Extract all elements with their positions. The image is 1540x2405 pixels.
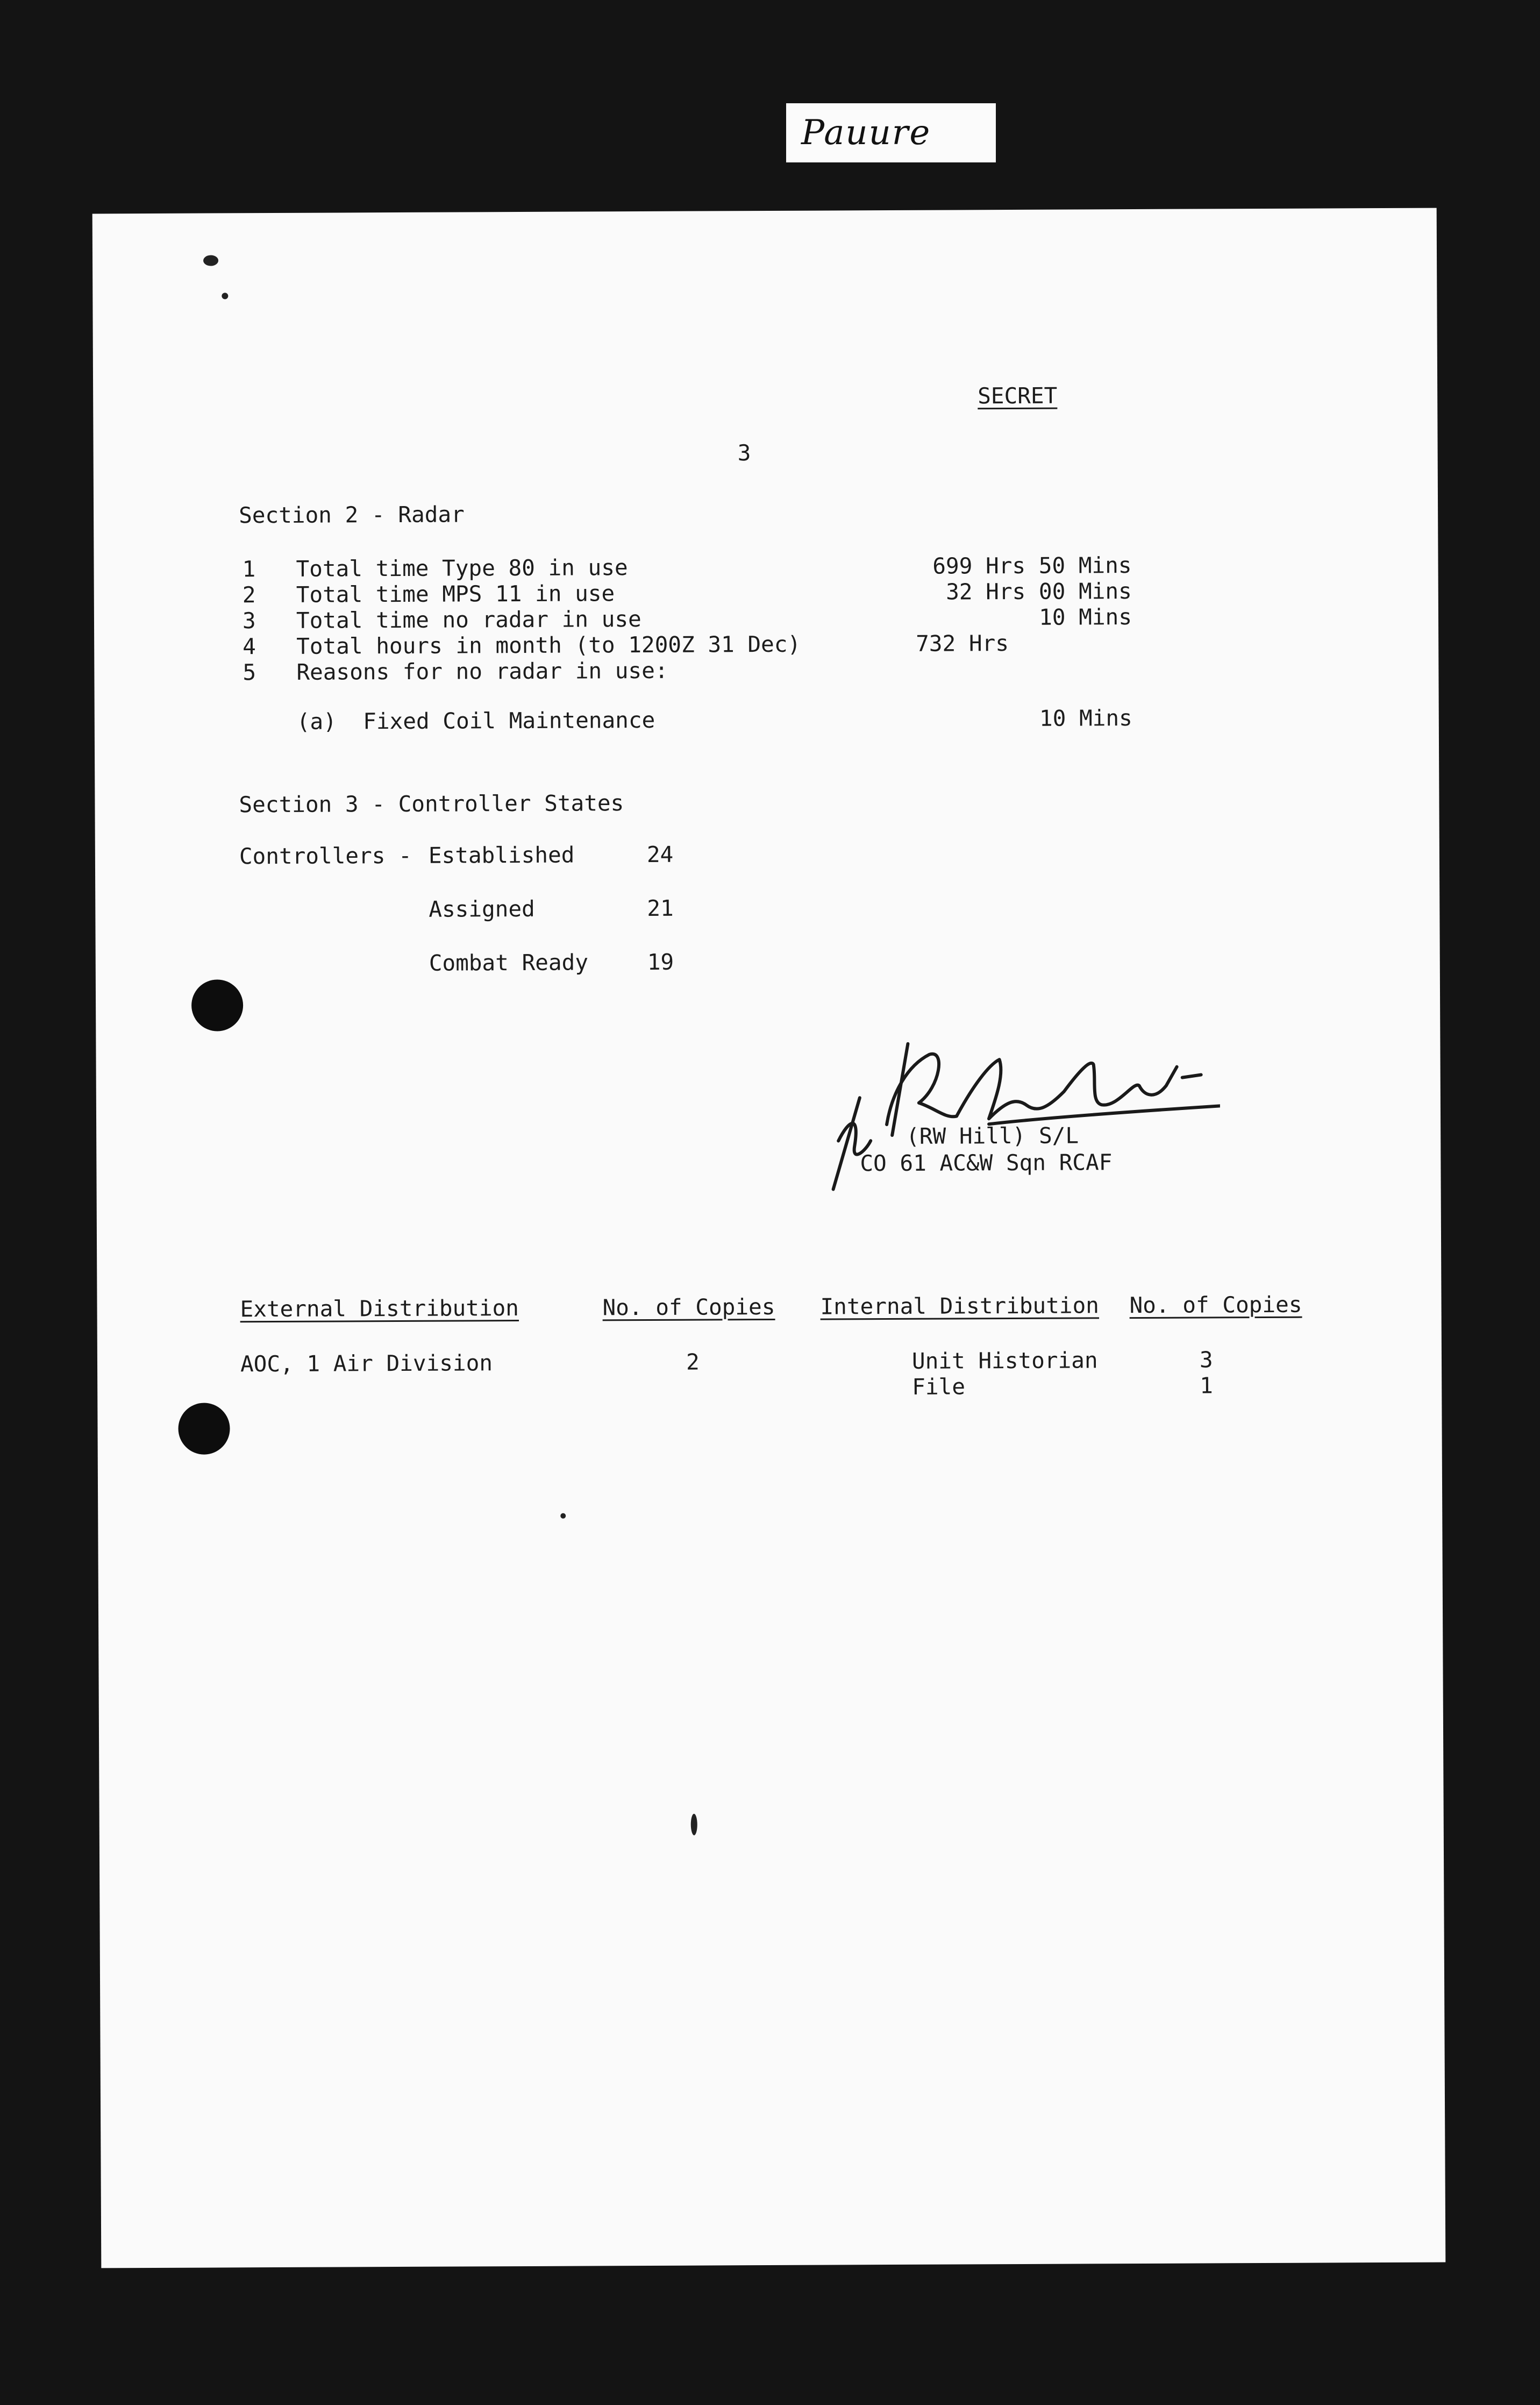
radar-item-value: 32 Hrs 00 Mins <box>946 578 1132 605</box>
controller-state-value: 24 <box>646 841 674 867</box>
controller-state-value: 21 <box>647 895 674 921</box>
signatory-unit: CO 61 AC&W Sqn RCAF <box>860 1149 1113 1177</box>
internal-copies: 1 <box>1200 1372 1213 1399</box>
radar-item-value: 732 Hrs <box>916 630 1009 657</box>
internal-copies: 3 <box>1199 1347 1213 1373</box>
radar-item-value: 699 Hrs 50 Mins <box>932 552 1132 579</box>
internal-recipient: File <box>912 1374 966 1400</box>
radar-item-num: 2 <box>242 582 256 608</box>
filing-tag <box>786 103 996 162</box>
section-2-title: Section 2 - Radar <box>239 501 465 529</box>
radar-item-num: 5 <box>243 659 256 686</box>
radar-item-value: 10 Mins <box>1039 604 1132 630</box>
document-page <box>92 208 1446 2268</box>
radar-item-label: Total time no radar in use <box>296 606 641 634</box>
punch-hole <box>178 1403 230 1454</box>
radar-reason-label: (a) Fixed Coil Maintenance <box>296 707 655 735</box>
scan-speck <box>203 255 218 266</box>
external-copies: 2 <box>686 1349 700 1375</box>
punch-hole <box>191 979 243 1031</box>
radar-item-num: 1 <box>242 556 256 582</box>
controller-state-label: Combat Ready <box>429 949 589 976</box>
internal-recipient: Unit Historian <box>911 1347 1098 1374</box>
radar-item-label: Reasons for no radar in use: <box>296 657 668 685</box>
scan-speck <box>691 1814 697 1835</box>
signatory-name: (RW Hill) S/L <box>906 1122 1079 1149</box>
section-3-title: Section 3 - Controller States <box>239 790 624 818</box>
controller-state-value: 19 <box>647 949 674 975</box>
radar-item-num: 3 <box>242 608 256 634</box>
radar-item-label: Total time Type 80 in use <box>296 554 628 582</box>
scan-speck <box>222 293 228 299</box>
scan-speck <box>560 1513 566 1519</box>
radar-item-num: 4 <box>243 634 256 660</box>
internal-copies-header: No. of Copies <box>1129 1291 1302 1319</box>
external-distribution-header: External Distribution <box>240 1295 519 1322</box>
classification-marking: SECRET <box>978 382 1058 409</box>
radar-item-label: Total hours in month (to 1200Z 31 Dec) <box>296 631 801 659</box>
radar-item-label: Total time MPS 11 in use <box>296 580 615 608</box>
page-number: 3 <box>737 440 751 466</box>
radar-reason-value: 10 Mins <box>1039 705 1132 731</box>
internal-distribution-header: Internal Distribution <box>820 1292 1100 1320</box>
external-recipient: AOC, 1 Air Division <box>240 1350 493 1377</box>
controller-state-label: Assigned <box>429 895 535 922</box>
filing-tag-text: Pauure <box>801 113 931 153</box>
controller-state-label: Established <box>428 842 575 869</box>
external-copies-header: No. of Copies <box>602 1293 775 1321</box>
controllers-prefix: Controllers - <box>239 842 425 870</box>
